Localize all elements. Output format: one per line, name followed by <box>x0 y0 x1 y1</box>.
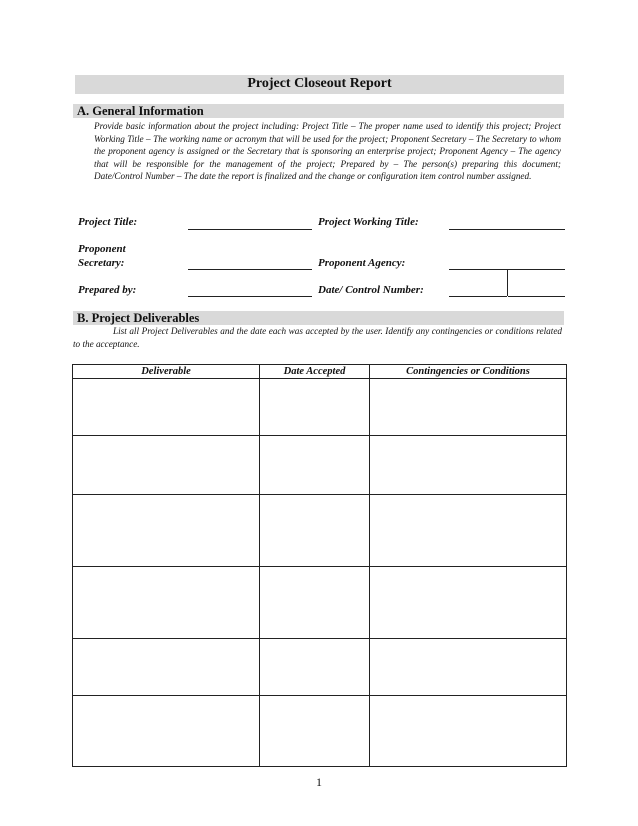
date-accepted-cell[interactable] <box>260 436 370 495</box>
contingencies-cell[interactable] <box>370 567 567 639</box>
project-working-title-label: Project Working Title: <box>318 216 419 228</box>
project-title-field[interactable] <box>188 229 312 230</box>
section-a-description: Provide basic information about the project including: Project Title – The proper name used to identify this project; Project Working Title – The working name or acronym that will be used for the project; Proponent Secretary – The Secretary to whom the proponent agency is assigned or the Secretary that is sponsoring an enterprise project; Proponent Agency – The agency that will be responsible for the management of the project; Prepared by – The person(s) preparing this document; Date/Control Number – The date the report is finalized and the change or configuration item control number assigned. <box>94 121 561 182</box>
table-row <box>73 379 567 436</box>
contingencies-cell[interactable] <box>370 495 567 567</box>
deliverable-cell[interactable] <box>73 696 260 767</box>
deliverable-cell[interactable] <box>73 567 260 639</box>
table-header-row <box>73 365 567 379</box>
date-accepted-cell[interactable] <box>260 639 370 696</box>
contingencies-header: Contingencies or Conditions <box>370 365 567 379</box>
section-b-heading: B. Project Deliverables <box>77 311 200 325</box>
deliverable-cell[interactable] <box>73 436 260 495</box>
project-title-label: Project Title: <box>78 216 138 228</box>
proponent-secretary-field[interactable] <box>188 269 312 270</box>
table-row <box>73 567 567 639</box>
control-number-field[interactable] <box>508 296 565 297</box>
date-control-divider <box>507 269 508 296</box>
date-accepted-header: Date Accepted <box>260 365 370 379</box>
date-control-number-label: Date/ Control Number: <box>318 284 424 296</box>
proponent-secretary-label-line1: Proponent <box>78 243 126 255</box>
section-b-description: List all Project Deliverables and the date each was accepted by the user. Identify any contingencies or conditions related to the acceptance. <box>73 326 562 349</box>
date-accepted-cell[interactable] <box>260 567 370 639</box>
table-row <box>73 495 567 567</box>
deliverable-cell[interactable] <box>73 495 260 567</box>
contingencies-cell[interactable] <box>370 436 567 495</box>
deliverables-table <box>72 364 567 767</box>
date-accepted-cell[interactable] <box>260 379 370 436</box>
deliverable-cell[interactable] <box>73 639 260 696</box>
page-title: Project Closeout Report <box>247 76 392 91</box>
deliverable-header: Deliverable <box>73 365 260 379</box>
table-row <box>73 696 567 767</box>
proponent-secretary-label-line2: Secretary: <box>78 257 125 269</box>
table-row <box>73 639 567 696</box>
table-row <box>73 436 567 495</box>
contingencies-cell[interactable] <box>370 639 567 696</box>
prepared-by-label: Prepared by: <box>78 284 137 296</box>
section-a-heading: A. General Information <box>77 104 204 118</box>
prepared-by-field[interactable] <box>188 296 312 297</box>
date-accepted-cell[interactable] <box>260 495 370 567</box>
deliverable-cell[interactable] <box>73 379 260 436</box>
contingencies-cell[interactable] <box>370 696 567 767</box>
project-working-title-field[interactable] <box>449 229 565 230</box>
contingencies-cell[interactable] <box>370 379 567 436</box>
proponent-agency-label: Proponent Agency: <box>318 257 406 269</box>
page-number: 1 <box>316 775 322 789</box>
date-field[interactable] <box>449 296 507 297</box>
date-accepted-cell[interactable] <box>260 696 370 767</box>
